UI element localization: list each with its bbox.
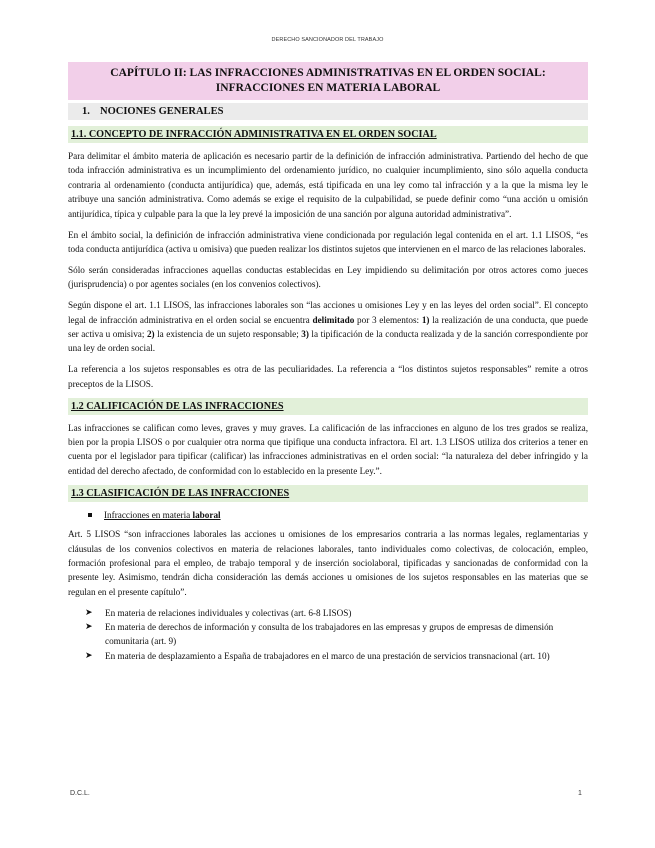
subsection-title: 1.2 CALIFICACIÓN DE LAS INFRACCIONES — [71, 400, 284, 412]
subsection-title: 1.1. CONCEPTO DE INFRACCIÓN ADMINISTRATIVA EN EL ORDEN SOCIAL — [71, 129, 437, 140]
paragraph: Las infracciones se califican como leves, graves y muy graves. La calificación de las infracciones en alguno de los tres grados se realiza, bien por la propia LISOS o por cualquier otra norma que tipifique una conducta infractora. El art. 1.3 LISOS utiliza dos criterios a tener en cuenta por el legislador para tipificar (calificar) las infracciones administrativas en el orden social: “la naturaleza del deber infringido y la entidad del derecho afectado, de conformidad con lo establecido en la presente Ley.”. — [68, 422, 588, 476]
section-title: NOCIONES GENERALES — [100, 106, 224, 117]
text-run: Según dispone el art. 1.1 LISOS, las infracciones laborales son “las acciones u omisiones Ley y en las leyes del orden social”. El concepto legal de infracción administrativa en el orden social se encuentra — [68, 300, 588, 325]
paragraph: Sólo serán consideradas infracciones aquellas conductas establecidas en Ley impidiendo su delimitación por otros actores como jueces (jurisprudencia) o por agentes sociales (en los convenios colectivos). — [68, 264, 588, 290]
page-content — [68, 62, 588, 663]
element-number: 1) — [421, 314, 430, 325]
text-run: por 3 elementos: — [354, 314, 422, 325]
footer-author: D.C.L. — [70, 790, 90, 797]
arrowhead-bullet-icon: ➤ — [85, 622, 93, 633]
subsection-heading-1-1 — [68, 126, 588, 143]
text-run: la realización de una conducta, que puede ser activa u omisiva; — [68, 314, 588, 339]
running-header: DERECHO SANCIONADOR DEL TRABAJO — [271, 37, 384, 43]
text-run: la tipificación de la conducta realizada y de la sanción correspondiente por una ley de orden social. — [68, 328, 589, 354]
paragraph: Para delimitar el ámbito materia de aplicación es necesario partir de la definición de infracción administrativa. Partiendo del hecho de que toda infracción administrativa es un incumplimiento del ordenamiento jurídico, no cualquier incumplimiento, sino sólo aquella conducta contraria al ordenamiento (conducta antijurídica) que, además, está tipificada en una ley como tal infracción y a la que la misma ley le atribuye una sanción administrativa. Como además se exige el requisito de la culpabilidad, se puede definir como “una acción u omisión antijurídica, típica y culpable para la que la ley prevé la imposición de una sanción por alguna autoridad administrativa”. — [68, 151, 588, 219]
list-item-text: En materia de desplazamiento a España de trabajadores en el marco de una prestación de servicios transnacional (art. 10) — [105, 650, 550, 661]
element-number: 3) — [301, 328, 309, 339]
bullet-text: Infracciones en materia laboral — [104, 509, 221, 520]
chapter-title: CAPÍTULO II: LAS INFRACCIONES ADMINISTRATIVAS EN EL ORDEN SOCIAL: INFRACCIONES EN MATERIA LABORAL — [68, 62, 588, 100]
list-item — [68, 620, 588, 649]
square-bullet-icon — [88, 513, 92, 517]
page-number: 1 — [578, 790, 582, 797]
text-run: la existencia de un sujeto responsable; — [154, 328, 302, 339]
list-item — [68, 606, 588, 620]
subsection-heading-1-3 — [68, 485, 588, 502]
list-item-text: En materia de relaciones individuales y colectivas (art. 6-8 LISOS) — [105, 607, 352, 618]
arrowhead-bullet-icon: ➤ — [85, 650, 93, 661]
arrowhead-bullet-icon: ➤ — [85, 607, 93, 618]
list-item — [68, 649, 588, 663]
paragraph: En el ámbito social, la definición de infracción administrativa viene condicionada por regulación legal contenida en el art. 1.1 LISOS, “es toda conducta antijurídica (activa u omisiva) que pueden realizar los distintos sujetos que intervienen en el marco de las relaciones laborales. — [68, 229, 588, 254]
paragraph: Art. 5 LISOS “son infracciones laborales las acciones u omisiones de los empresarios contraria a las normas legales, reglamentarias y cláusulas de los convenios colectivos en materia de relaciones laborales, tanto individuales como colectivas, de colocación, empleo, formación profesional para el empleo, de trabajo temporal y de inserción sociolaboral, tipificadas y sancionadas de conformidad con la presente ley. Asimismo, tendrán dicha consideración las demás acciones u omisiones de los sujetos responsables en las materias que se regulan en el presente capítulo”. — [68, 529, 588, 597]
subsection-heading-1-2 — [68, 398, 588, 415]
section-number: 1. — [82, 106, 90, 117]
paragraph — [68, 298, 588, 356]
list-item — [68, 508, 588, 522]
bold-term: delimitado — [312, 314, 355, 325]
list-item-text: En materia de derechos de información y consulta de los trabajadores en las empresas y grupos de empresas de dimensión comunitaria (art. 9) — [105, 622, 554, 647]
element-number: 2) — [146, 328, 155, 339]
section-heading-1 — [68, 103, 588, 120]
paragraph: La referencia a los sujetos responsables es otra de las peculiaridades. La referencia a “los distintos sujetos responsables” remite a otros preceptos de la LISOS. — [68, 364, 588, 389]
subsection-title: 1.3 CLASIFICACIÓN DE LAS INFRACCIONES — [71, 487, 290, 499]
